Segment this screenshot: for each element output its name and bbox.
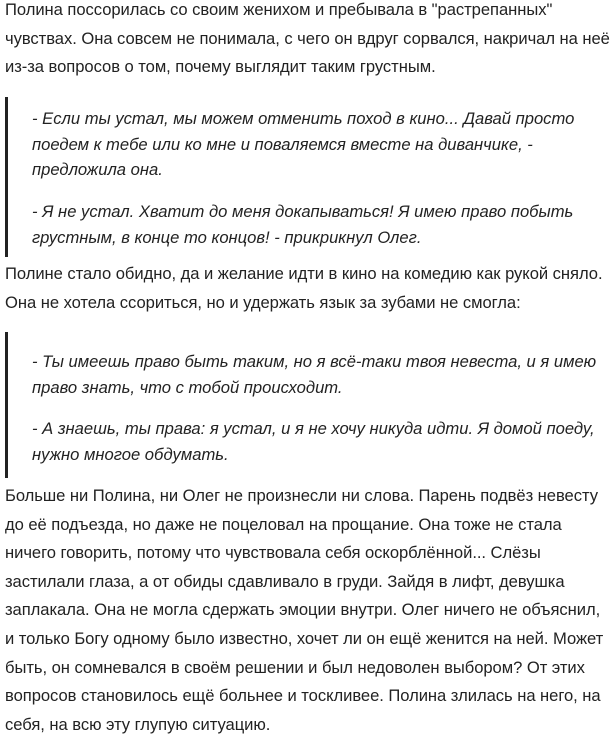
quote-2-line-1: - Ты имеешь право быть таким, но я всё-таки твоя невеста, и я имею право знать, что с тобой происходит. <box>32 352 597 397</box>
quote-1-line-1: - Если ты устал, мы можем отменить поход в кино... Давай просто поедем к тебе или ко мне и поваляемся вместе на диванчике, - предложила она. <box>32 109 575 179</box>
blockquote-1 <box>5 97 609 257</box>
paragraph-3: Больше ни Полина, ни Олег не произнесли ни слова. Парень подвёз невесту до её подъезда, но даже не поцеловал на прощание. Она тоже не стала ничего говорить, потому что чувствовала себя оскорблённой... Слёзы застилали глаза, а от обиды сдавливало в груди. Зайдя в лифт, девушка заплакала. Она не могла сдержать эмоции внутри. Олег ничего не объяснил, и только Богу одному было известно, хочет ли он ещё женится на ней. Может быть, он сомневался в своём решении и был недоволен выбором? От этих вопросов становилось ещё больнее и тоскливее. Полина злилась на него, на себя, на всю эту глупую ситуацию. <box>5 486 604 734</box>
paragraph-1: Полина поссорилась со своим женихом и пребывала в "растрепанных" чувствах. Она совсем не понимала, с чего он вдруг сорвался, накричал на неё из-за вопросов о том, почему выглядит таким грустным. <box>5 0 610 77</box>
quote-1-line-2: - Я не устал. Хватит до меня докапываться! Я имею право побыть грустным, в конце то концов! - прикрикнул Олег. <box>32 202 574 247</box>
paragraph-2: Полине стало обидно, да и желание идти в кино на комедию как рукой сняло. Она не хотела ссориться, но и удержать язык за зубами не смогла: <box>5 264 603 312</box>
blockquote-2 <box>5 332 609 478</box>
quote-2-line-2: - А знаешь, ты права: я устал, и я не хочу никуда идти. Я домой поеду, нужно многое обдумать. <box>32 419 595 464</box>
